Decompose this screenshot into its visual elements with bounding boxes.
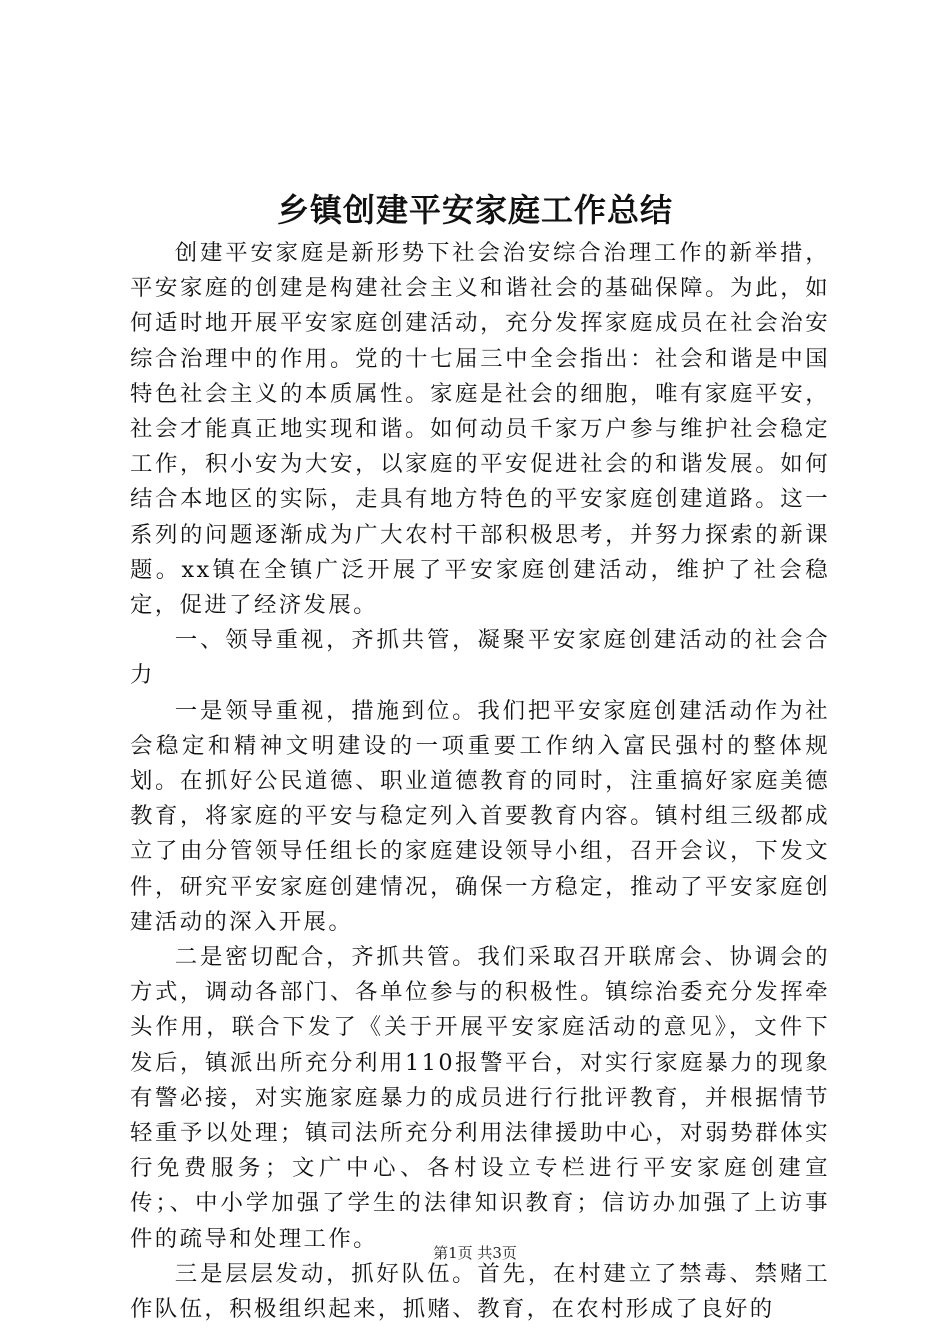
- paragraph-point-2: 二是密切配合，齐抓共管。我们采取召开联席会、协调会的方式，调动各部门、各单位参与的积极性。镇综治委充分发挥牵头作用，联合下发了《关于开展平安家庭活动的意见》，文件下发后，镇派出所充分利用110报警平台，对实行家庭暴力的现象有警必接，对实施家庭暴力的成员进行行批评教育，并根据情节轻重予以处理；镇司法所充分利用法律援助中心，对弱势群体实行免费服务；文广中心、各村设立专栏进行平安家庭创建宣传；、中小学加强了学生的法律知识教育；信访办加强了上访事件的疏导和处理工作。: [130, 944, 830, 1252]
- document-title: 乡镇创建平安家庭工作总结: [276, 191, 673, 229]
- paragraph-point-3: 三是层层发动，抓好队伍。首先，在村建立了禁毒、禁赌工作队伍，积极组织起来，抓赌、教育，在农村形成了良好的: [130, 1260, 830, 1323]
- section-heading-1: 一、领导重视，齐抓共管，凝聚平安家庭创建活动的社会合力: [130, 627, 830, 689]
- paragraph-point-1: 一是领导重视，措施到位。我们把平安家庭创建活动作为社会稳定和精神文明建设的一项重要工作纳入富民强村的整体规划。在抓好公民道德、职业道德教育的同时，注重搞好家庭美德教育，将家庭的平安与稳定列入首要教育内容。镇村组三级都成立了由分管领导任组长的家庭建设领导小组，召开会议，下发文件，研究平安家庭创建情况，确保一方稳定，推动了平安家庭创建活动的深入开展。: [130, 697, 830, 935]
- page-number-footer: 第1页 共3页: [433, 1244, 517, 1262]
- paragraph-intro: 创建平安家庭是新形势下社会治安综合治理工作的新举措，平安家庭的创建是构建社会主义和谐社会的基础保障。为此，如何适时地开展平安家庭创建活动，充分发挥家庭成员在社会治安综合治理中的作用。党的十七届三中全会指出：社会和谐是中国特色社会主义的本质属性。家庭是社会的细胞，唯有家庭平安，社会才能真正地实现和谐。如何动员千家万户参与维护社会稳定工作，积小安为大安，以家庭的平安促进社会的和谐发展。如何结合本地区的实际，走具有地方特色的平安家庭创建道路。这一系列的问题逐渐成为广大农村干部积极思考，并努力探索的新课题。xx镇在全镇广泛开展了平安家庭创建活动，维护了社会稳定，促进了经济发展。: [130, 240, 830, 619]
- document-body: [130, 236, 830, 1327]
